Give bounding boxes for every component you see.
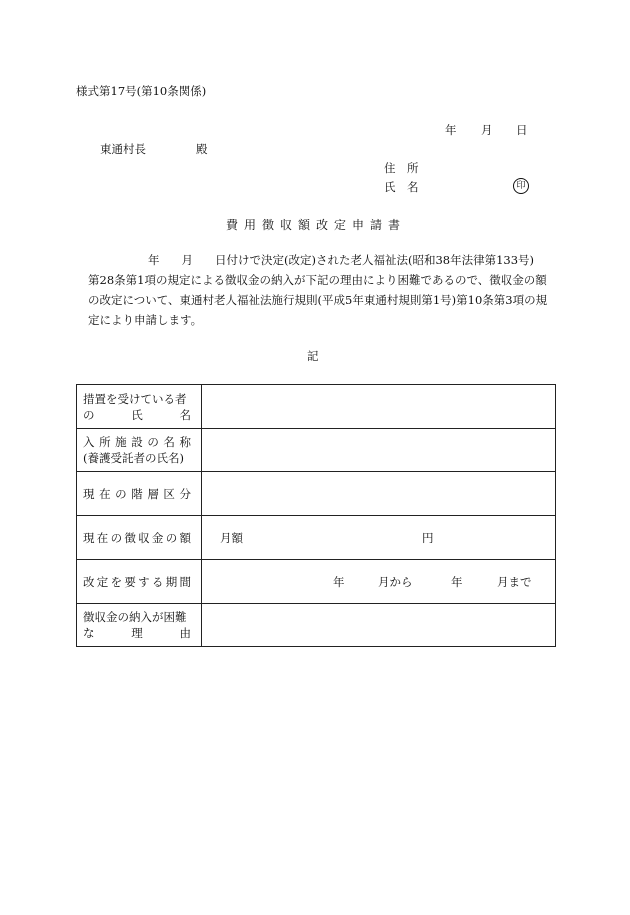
table-row: [77, 429, 556, 472]
period-start-month: 月から: [378, 574, 413, 589]
application-table: [76, 384, 556, 647]
address-label-char-1: 住: [384, 161, 396, 175]
body-line1-year: 年: [148, 253, 160, 267]
table-row: [77, 385, 556, 429]
current-amount-field[interactable]: [202, 516, 556, 560]
subject-name-label: 措置を受けている者 の 氏 名: [77, 385, 202, 429]
subject-name-field[interactable]: [202, 385, 556, 429]
date-day-label: 日: [516, 123, 528, 137]
address-label-char-2: 所: [407, 161, 419, 175]
body-line-2: 第28条第1項の規定による徴収金の納入が下記の理由により困難であるので、徴収金の額: [88, 273, 547, 287]
bracket-class-field[interactable]: [202, 472, 556, 516]
table-row: [77, 472, 556, 516]
body-line-4: 定により申請します。: [88, 313, 203, 327]
addressee-honorific: 殿: [196, 142, 208, 156]
seal-mark: 印: [513, 178, 529, 194]
name-label-char-1: 氏: [384, 180, 396, 194]
body-line1-month: 月: [181, 253, 193, 267]
form-number: 様式第17号(第10条関係): [76, 84, 207, 98]
table-row: [77, 516, 556, 560]
date-month-label: 月: [481, 123, 493, 137]
body-line1-rest: 日付けで決定(改定)された老人福祉法(昭和38年法律第133号): [215, 253, 535, 267]
difficulty-reason-label: 徴収金の納入が困難 な 理 由: [77, 604, 202, 647]
ki-heading: 記: [307, 349, 319, 363]
date-year-label: 年: [445, 123, 457, 137]
name-label-char-2: 名: [407, 180, 419, 194]
yen-label: 円: [422, 530, 434, 545]
difficulty-reason-field[interactable]: [202, 604, 556, 647]
facility-name-field[interactable]: [202, 429, 556, 472]
current-amount-label: 現 在 の 徴 収 金 の 額: [77, 516, 202, 560]
revision-period-field[interactable]: [202, 560, 556, 604]
facility-name-label: 入 所 施 設 の 名 称 (養護受託者の氏名): [77, 429, 202, 472]
document-title: 費用徴収額改定申請書: [226, 218, 407, 232]
body-line-3: の改定について、東通村老人福祉法施行規則(平成5年東通村規則第1号)第10条第3項の規: [88, 293, 548, 307]
body-line-1: [88, 250, 550, 270]
body-paragraph: [88, 250, 550, 330]
period-end-year: 年: [451, 574, 463, 589]
period-end-month: 月まで: [497, 574, 532, 589]
table-row: [77, 604, 556, 647]
addressee-name: 東通村長: [100, 142, 146, 156]
bracket-class-label: 現 在 の 階 層 区 分: [77, 472, 202, 516]
period-start-year: 年: [333, 574, 345, 589]
table-row: [77, 560, 556, 604]
monthly-label: 月額: [220, 530, 243, 545]
revision-period-label: 改 定 を 要 す る 期 間: [77, 560, 202, 604]
